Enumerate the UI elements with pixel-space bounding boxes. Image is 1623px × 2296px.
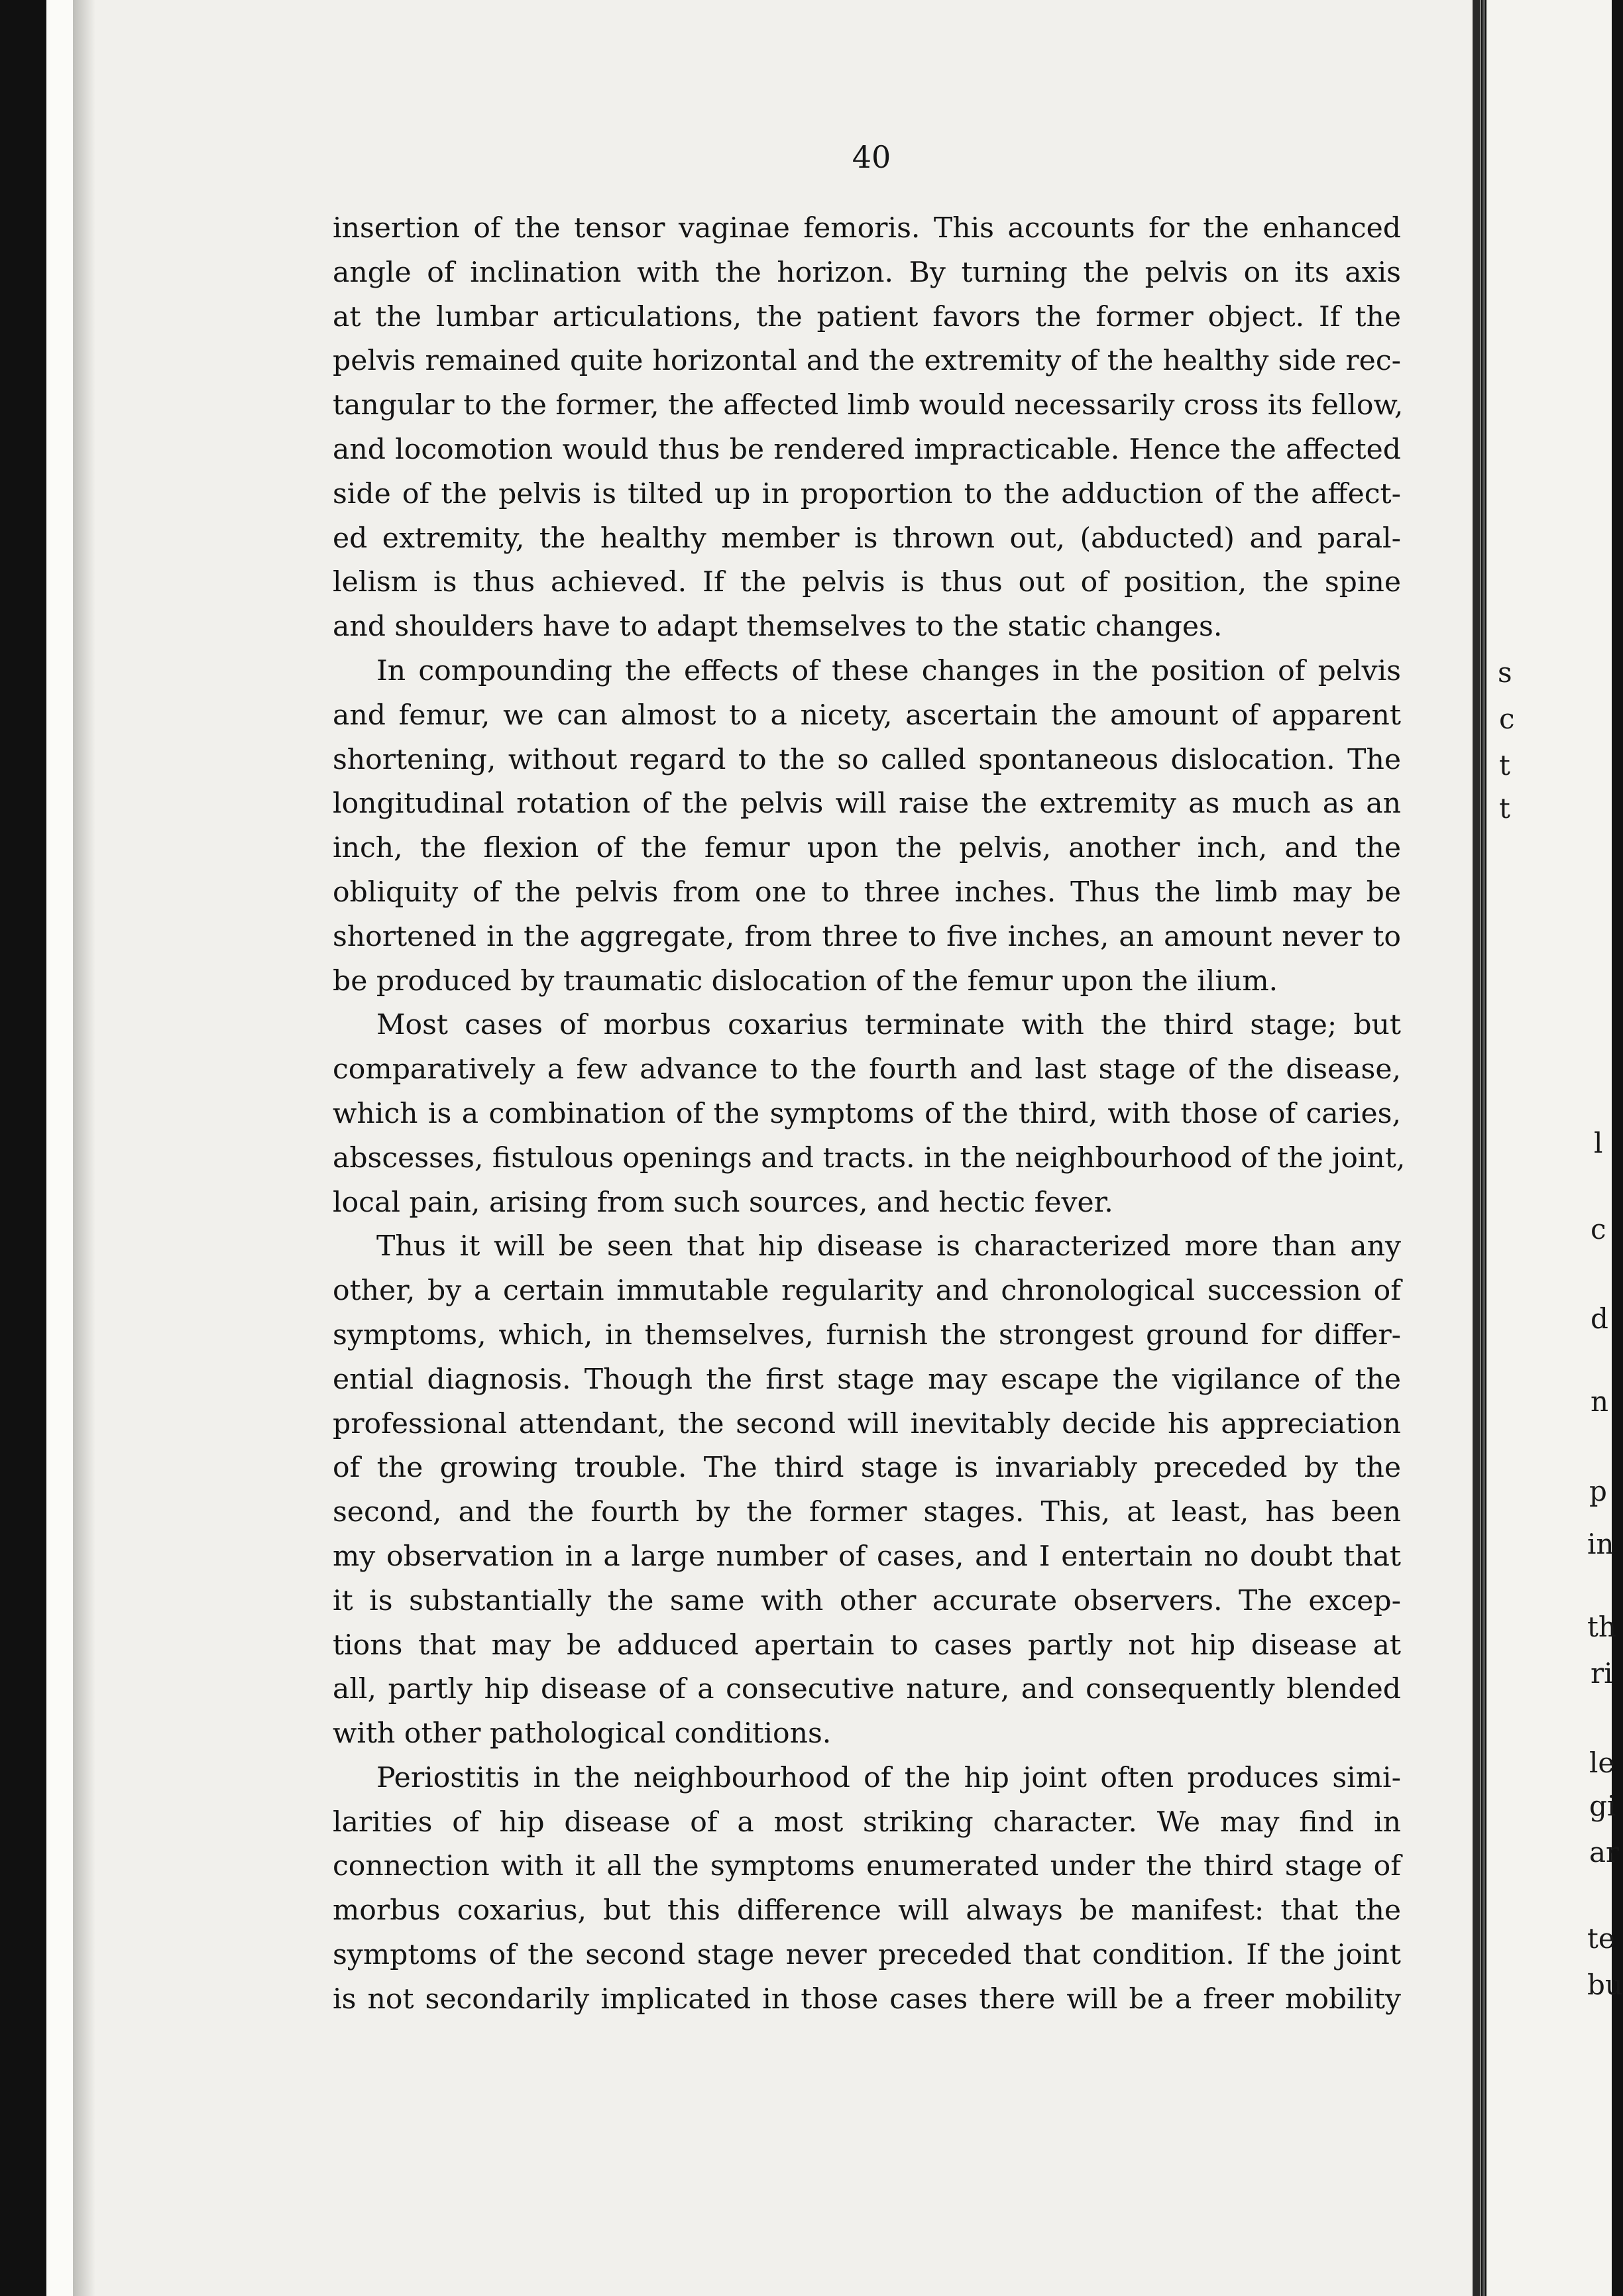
text-line: Thus it will be seen that hip disease is characterized more than any — [376, 1230, 1401, 1263]
text-line: Most cases of morbus coxarius terminate with the third stage; but — [376, 1009, 1401, 1042]
paragraph — [333, 207, 1404, 650]
text-line: other, by a certain immutable regularity and chronological succession of — [333, 1275, 1401, 1308]
text-line: tangular to the former, the affected limb would necessarily cross its fellow, — [333, 389, 1404, 422]
text-line: lelism is thus achieved. If the pelvis is thus out of position, the spine — [333, 566, 1401, 599]
page-number: 40 — [852, 139, 891, 175]
page-border — [1473, 0, 1481, 2296]
text-line: inch, the flexion of the femur upon the pelvis, another inch, and the — [333, 832, 1401, 865]
scanned-page — [73, 0, 1481, 2296]
text-line: connection with it all the symptoms enumerated under the third stage of — [333, 1850, 1401, 1883]
binding-line — [1483, 0, 1485, 2296]
text-line: symptoms, which, in themselves, furnish the strongest ground for differ- — [333, 1318, 1401, 1351]
text-line: In compounding the effects of these changes in the position of pelvis — [376, 654, 1401, 687]
text-line: with other pathological conditions. — [333, 1717, 832, 1751]
text-line: ed extremity, the healthy member is thrown out, (abducted) and paral- — [333, 522, 1401, 555]
facing-page-fragment: te — [1587, 1922, 1615, 1955]
facing-page-fragment: ar — [1589, 1836, 1620, 1868]
paragraph — [333, 1225, 1401, 1756]
facing-page-fragment: c — [1591, 1213, 1606, 1245]
text-line: insertion of the tensor vaginae femoris. This accounts for the enhanced — [333, 212, 1401, 245]
facing-page-fragment: t — [1499, 792, 1510, 825]
text-line: tions that may be adduced apertain to cases partly not hip disease at — [333, 1629, 1401, 1662]
text-line: is not secondarily implicated in those cases there will be a freer mobility — [333, 1982, 1401, 2016]
facing-page-fragment: bu — [1587, 1969, 1623, 2001]
facing-page-fragment: n — [1591, 1385, 1609, 1418]
paragraph — [333, 650, 1401, 1004]
text-line: my observation in a large number of cases, and I entertain no doubt that — [333, 1540, 1401, 1573]
text-line: pelvis remained quite horizontal and the extremity of the healthy side rec- — [333, 345, 1401, 378]
facing-page-fragment: gi — [1589, 1790, 1616, 1822]
text-line: larities of hip disease of a most striking character. We may find in — [333, 1806, 1401, 1839]
text-line: local pain, arising from such sources, and hectic fever. — [333, 1186, 1113, 1219]
text-line: side of the pelvis is tilted up in proportion to the adduction of the affect- — [333, 477, 1401, 510]
facing-page-fragment: ri — [1591, 1657, 1613, 1690]
text-line: and shoulders have to adapt themselves to the static changes. — [333, 610, 1223, 644]
gutter-shadow — [73, 0, 95, 2296]
text-line: abscesses, fistulous openings and tracts. in the neighbourhood of the joint, — [333, 1141, 1406, 1175]
facing-page-fragment: in — [1587, 1528, 1614, 1560]
facing-page-fragment: l — [1594, 1127, 1603, 1159]
text-line: ential diagnosis. Though the first stage may escape the vigilance of the — [333, 1363, 1401, 1396]
text-line: morbus coxarius, but this difference will always be manifest: that the — [333, 1894, 1401, 1927]
text-line: shortening, without regard to the so called spontaneous dislocation. The — [333, 743, 1401, 776]
facing-page-fragment: th — [1587, 1611, 1616, 1643]
facing-page-fragment: c — [1499, 703, 1515, 735]
text-line: which is a combination of the symptoms of the third, with those of caries, — [333, 1097, 1401, 1130]
text-line: longitudinal rotation of the pelvis will raise the extremity as much as an — [333, 787, 1401, 821]
facing-page-fragment: d — [1591, 1302, 1608, 1335]
text-line: comparatively a few advance to the fourth and last stage of the disease, — [333, 1053, 1401, 1086]
text-line: all, partly hip disease of a consecutive nature, and consequently blended — [333, 1673, 1401, 1706]
text-line: angle of inclination with the horizon. By turning the pelvis on its axis — [333, 256, 1401, 289]
text-line: it is substantially the same with other accurate observers. The excep- — [333, 1584, 1401, 1617]
text-line: be produced by traumatic dislocation of the femur upon the ilium. — [333, 964, 1278, 998]
text-line: symptoms of the second stage never preceded that condition. If the joint — [333, 1939, 1401, 1972]
text-line: Periostitis in the neighbourhood of the hip joint often produces simi- — [376, 1761, 1401, 1794]
body-text — [333, 207, 1406, 2022]
facing-page — [1486, 0, 1623, 2296]
page-edge — [46, 0, 73, 2296]
text-line: and locomotion would thus be rendered impracticable. Hence the affected — [333, 433, 1401, 466]
paragraph — [333, 1756, 1401, 2022]
facing-page-fragment: p — [1589, 1475, 1607, 1507]
facing-page-fragment: s — [1498, 656, 1512, 689]
paragraph — [333, 1004, 1406, 1225]
text-line: of the growing trouble. The third stage is invariably preceded by the — [333, 1452, 1401, 1485]
text-line: second, and the fourth by the former stages. This, at least, has been — [333, 1496, 1401, 1529]
text-line: at the lumbar articulations, the patient favors the former object. If the — [333, 300, 1401, 333]
text-line: and femur, we can almost to a nicety, ascertain the amount of apparent — [333, 699, 1401, 732]
facing-page-fragment: le — [1589, 1747, 1615, 1779]
text-line: shortened in the aggregate, from three to five inches, an amount never to — [333, 920, 1401, 953]
text-line: obliquity of the pelvis from one to three inches. Thus the limb may be — [333, 876, 1401, 909]
facing-page-fragment: t — [1499, 749, 1510, 781]
text-line: professional attendant, the second will inevitably decide his appreciation — [333, 1407, 1401, 1440]
